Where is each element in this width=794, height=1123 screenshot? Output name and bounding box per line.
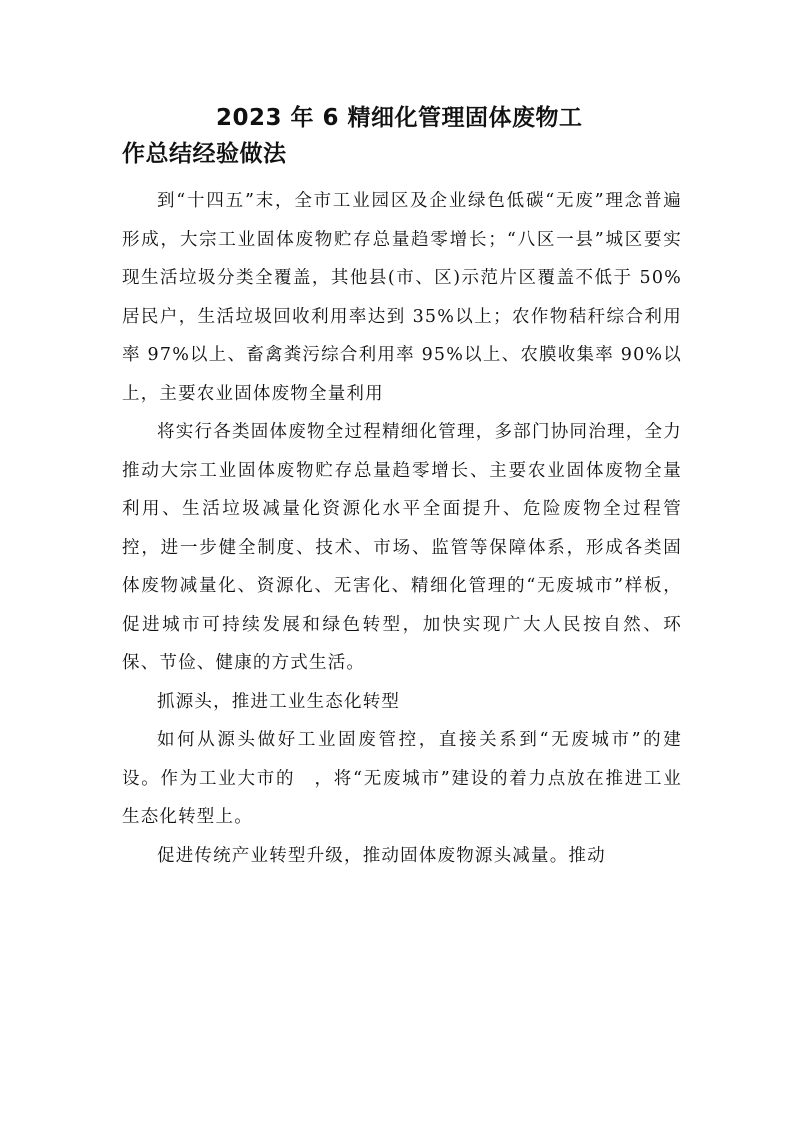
paragraph-targets: 到“十四五”末，全市工业园区及企业绿色低碳“无废”理念普遍形成，大宗工业固体废物贮存总量趋零增长；“八区一县”城区要实现生活垃圾分类全覆盖，其他县(市、区)示范片区覆盖不低于 50%居民户，生活垃圾回收利用率达到 35%以上；农作物秸秆综合利用率 97%以上、畜禽粪污综合利用率 95%以上、农膜收集率 90%以上，主要农业固体废物全量利用 <box>122 191 682 404</box>
title-line-1: 2023 年 6 精细化管理固体废物工 <box>216 105 583 131</box>
document-body <box>122 182 682 875</box>
document-title <box>122 100 682 172</box>
paragraph-source-control: 如何从源头做好工业固废管控，直接关系到“无废城市”的建设。作为工业大市的 ，将“无废城市”建设的着力点放在推进工业生态化转型上。 <box>122 730 682 827</box>
paragraph-management: 将实行各类固体废物全过程精细化管理，多部门协同治理，全力推动大宗工业固体废物贮存总量趋零增长、主要农业固体废物全量利用、生活垃圾减量化资源化水平全面提升、危险废物全过程管控，进一步健全制度、技术、市场、监管等保障体系，形成各类固体废物减量化、资源化、无害化、精细化管理的“无废城市”样板，促进城市可持续发展和绿色转型，加快实现广大人民按自然、环保、节俭、健康的方式生活。 <box>122 422 682 673</box>
section-heading-source: 抓源头，推进工业生态化转型 <box>157 691 401 712</box>
title-line-2: 作总结经验做法 <box>122 141 287 167</box>
paragraph-industry-upgrade: 促进传统产业转型升级，推动固体废物源头减量。推动 <box>157 845 606 866</box>
